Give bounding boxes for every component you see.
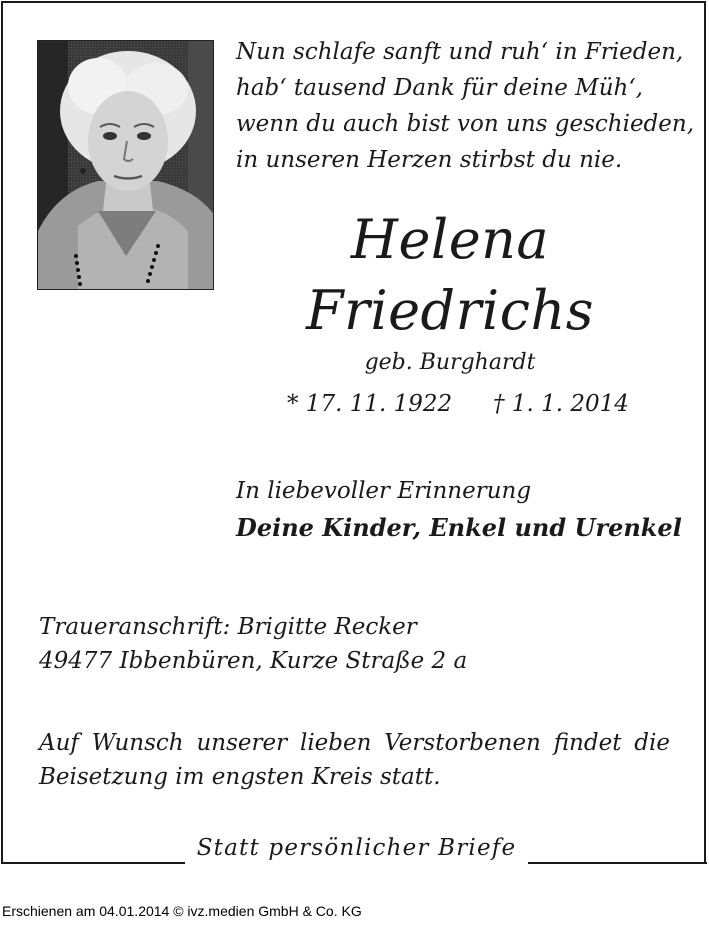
bottom-rule-right [528, 862, 707, 864]
mourning-address [39, 610, 467, 678]
publication-footer: Erschienen am 04.01.2014 © ivz.medien GmbH & Co. KG [2, 903, 362, 919]
burial-notice [39, 726, 670, 794]
poem-line: Nun schlafe sanft und ruh‘ in Frieden, [236, 39, 684, 65]
notice-line: Auf Wunsch unserer lieben Verstorbenen findet die [39, 730, 670, 756]
mourners-names: Deine Kinder, Enkel und Urenkel [236, 513, 682, 542]
poem-line: wenn du auch bist von uns geschieden, [236, 111, 695, 137]
memory-intro: In liebevoller Erinnerung [236, 478, 532, 504]
notice-line: Beisetzung im engsten Kreis statt. [39, 764, 441, 790]
portrait-photo [37, 40, 214, 290]
memorial-poem [236, 34, 695, 178]
address-line: 49477 Ibbenbüren, Kurze Straße 2 a [39, 648, 468, 674]
birth-name: geb. Burghardt [364, 350, 536, 375]
birth-date: * 17. 11. 1922 [287, 391, 453, 417]
deceased-last-name: Friedrichs [306, 279, 594, 342]
address-line: Traueranschrift: Brigitte Recker [39, 614, 417, 640]
poem-line: in unseren Herzen stirbst du nie. [236, 147, 623, 173]
closing-caption: Statt persönlicher Briefe [196, 835, 517, 861]
death-date: † 1. 1. 2014 [493, 391, 629, 417]
bottom-rule-left [1, 862, 185, 864]
poem-line: hab‘ tausend Dank für deine Müh‘, [236, 75, 643, 101]
deceased-first-name: Helena [350, 208, 550, 271]
